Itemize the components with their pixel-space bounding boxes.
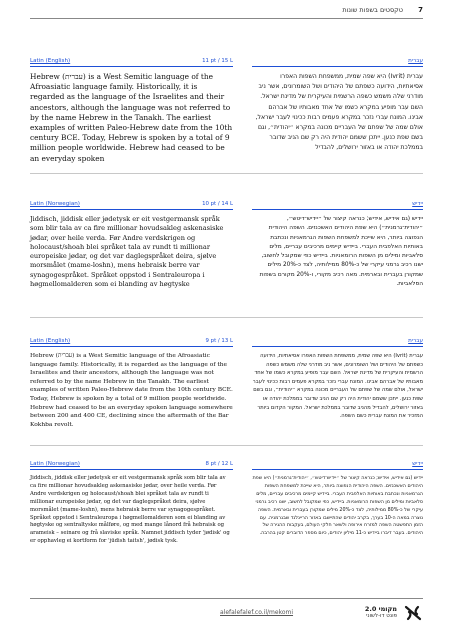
footer-rule [30,598,423,599]
page-number: 7 [418,6,423,14]
script-label[interactable]: Latin (Norwegian) [30,201,80,207]
section-divider [30,173,423,174]
page-header [30,6,423,22]
brand-subtitle: פונט דו-לשוני [366,613,397,619]
specimen-text: עברית (Ivrit) היא שפה שמית, ממשפחת השפות האפרו אסיאתיות, הידועה כשפתם של היהודים ושל השומרונים, אשר ניב מודרני שלה משמש כשפה הרשמית והעיקרית של מדינת ישראל. השם עבר מופיע במקרא כשמו של אחד מאבותיו של אברהם אבינו. המונח עברי נזכר במקרא פעמים רבות ככינוי לעבר ישראל, אולם שמה של שפתם של העבריים מכונה במקרא ״יהודית״, וגם בשם שפת כנען. ייתכן ששמם יהודית היה רק שם הניב שדובר בממלכת יהודה או באזור ירושלים, להבדיל [255,73,423,152]
label-rule [252,209,423,210]
left-column [30,461,233,581]
label-rule [30,66,233,67]
specimen-text: עברית (Ivrit) היא שפה שמית, ממשפחת השפות האפרו אסיאתיות, הידועה כשפתם של היהודים ושל השומרונים, אשר ניב מודרני שלה משמש כשפה הרשמית והעיקרית של מדינת ישראל. השם עבר מופיע במקרא כשמו של אחד מאבותיו של אברהם אבינו. המונח עברי נזכר במקרא פעמים רבות ככינוי לעבר ישראל, אולם שמה של שפתם של העבריים מכונה במקרא ״יהודית״, וגם בשם שפת כנען. ייתכן ששמם יהודית היה רק שם הניב שדובר בממלכת יהודה או באזור ירושלים, להבדיל מהניב שדובר בממלכת ישראל. המקור הקדום ביותר המזכיר את המונח עברית כשם השפה. [252,353,423,420]
size-spec: 9 pt / 13 L [205,338,233,344]
section-divider [30,445,423,446]
label-rule [30,469,233,470]
brand-name: מקומי 2.0 [364,605,397,613]
right-column [252,58,423,158]
label-rule [252,469,423,470]
page-footer [30,598,423,628]
specimen-section-3 [30,338,423,428]
label-rule [30,209,233,210]
specimen-text: Hebrew (עברית) is a West Semitic language of the Afroasiatic language family. Historically, it is regarded as the language of the Israelites and their ancestors, although the language was not referred to by the name Hebrew in the Tanakh. The earliest examples of written Paleo-Hebrew date from the 10th century BCE. Today, Hebrew is spoken by a total of 9 million people worldwide. Hebrew had ceased to be an everyday spoken [30,72,233,163]
size-spec: 10 pt / 14 L [202,201,233,207]
left-column [30,58,233,163]
specimen-text: יידיש (גם אידיש, אידיש; כנראה קיצור של ״יידיש־דיטש״, ״יהודית־גרמנית״) היא שפת היהודים האשכנזים. השפה היהודית הנפוצה ביותר, היא שייכת למשפחת השפות הגרמאניות ונכתבת באותיות האלפבית העברי. ביידיש קיימים מרכיבים עבריים, מלים סלאביות ומילים מן השפות הרומאניות. ביידיש, כפי שמקובל לחשוב, ישנו רכיב גרמני עיקרי של כ-80% ממילותיה, לצד כ-20% מילים שמקורן בעברית ובארמית. השפה נוצרה במאה ה-10 בערך, בקרב יהודים שהתיישבו באזור הריינלנד שבגרמניה. עם הזמן התפשטה השפה למזרח אירופה ולשאר חלקי העולם, בעקבות ההגירה של היהודים. בעבר דיברו ביידיש כ-11 מיליון יהודים, כיום מספר הדוברים קטן בהרבה. [252,476,423,537]
left-column [30,201,233,296]
header-rule [30,18,423,19]
script-label[interactable]: יידיש [412,201,423,207]
right-column [252,201,423,296]
specimen-text: Hebrew (עברית) is a West Semitic language of the Afroasiatic language family. Historically, it is regarded as the language of the Israelites and their ancestors, although the language was not referred to by the name Hebrew in the Tanakh. The earliest examples of written Paleo-Hebrew date from the 10th century BCE. Today, Hebrew is spoken by a total of 9 million people worldwide. Hebrew had ceased to be an everyday spoken language somewhere between 200 and 400 CE, declining since the aftermath of the Bar Kokhba revolt. [30,353,233,428]
specimen-section-1 [30,58,423,163]
specimen-text: Jiddisch, jiddisk eller jødetysk er eit vestgermansk språk som blir tala av ca fire millionar hovudsakleg askenasiske jødar, over heile verda. Før Andre verdskrigen og holocaust/shoah blei språket tala av rundt ti millionar europeiske jødar, og det var daglegspråket deira, sjølve morsmålet (mame-loshn), mens hebraisk berre var synagogespråket. Språket oppstod i Sentraleuropa i høgmellomalderen som ei blanding av høgtyske og sentraltyske målføre, og med mange lånord frå hebraisk og arameisk – seinare og frå slaviske språk. Namnet jiddisch tyder 'jødisk' og er opphavleg ei kortform for 'jüdish taitsh', jødisk tysk. [30,475,230,545]
label-rule [30,346,233,347]
specimen-section-4 [30,461,423,581]
alef-logo-icon [403,604,423,622]
right-column [252,338,423,428]
footer-link[interactable]: alefalefalef.co.il/mekomi [220,609,294,616]
script-label[interactable]: Latin (English) [30,58,71,64]
left-column [30,338,233,428]
size-spec: 8 pt / 12 L [205,461,233,467]
script-label[interactable]: Latin (English) [30,338,71,344]
script-label[interactable]: Latin (Norwegian) [30,461,80,467]
specimen-section-2 [30,201,423,296]
script-label[interactable]: עברית [408,338,423,344]
page-title: טקסטים בשפות שונות [342,6,403,14]
size-spec: 11 pt / 15 L [202,58,233,64]
specimen-text: Jiddisch, jiddisk eller jødetysk er eit vestgermansk språk som blir tala av ca fire millionar hovudsakleg askenasiske jødar, over heile verda. Før Andre verdskrigen og holocaust/shoah blei språket tala av rundt ti millionar europeiske jødar, og det var daglegspråket deira, sjølve morsmålet (mame-loshn), mens hebraisk berre var synagogespråket. Språket oppstod i Sentraleuropa i høgmellomalderen som ei blanding av høgtyske [30,215,224,289]
font-brand [365,605,397,619]
script-label[interactable]: עברית [408,58,423,64]
section-divider [30,317,423,318]
label-rule [252,346,423,347]
specimen-text: יידיש (גם אידיש, אידיש; כנראה קיצור של ״יידיש־דיטש״, ״יהודית־גרמנית״) היא שפת היהודים האשכנזים. השפה היהודית הנפוצה ביותר, היא שייכת למשפחת השפות הגרמאניות ונכתבת באותיות האלפבית העברי. ביידיש קיימים מרכיבים עבריים, מלים סלאביות ומילים מן השפות הרומאניות. ביידיש כפי שמקובל לחשוב, ישנו רכיב גרמני עיקרי של כ-80% ממילותיה, לצד כ-20% מילים שמקורן בעברית ובארמית. מאה רכיב מקורי, ו-20% מקורם בשפות הסלאביות. [259,216,423,288]
label-rule [252,66,423,67]
script-label[interactable]: יידיש [412,461,423,467]
right-column [252,461,423,581]
